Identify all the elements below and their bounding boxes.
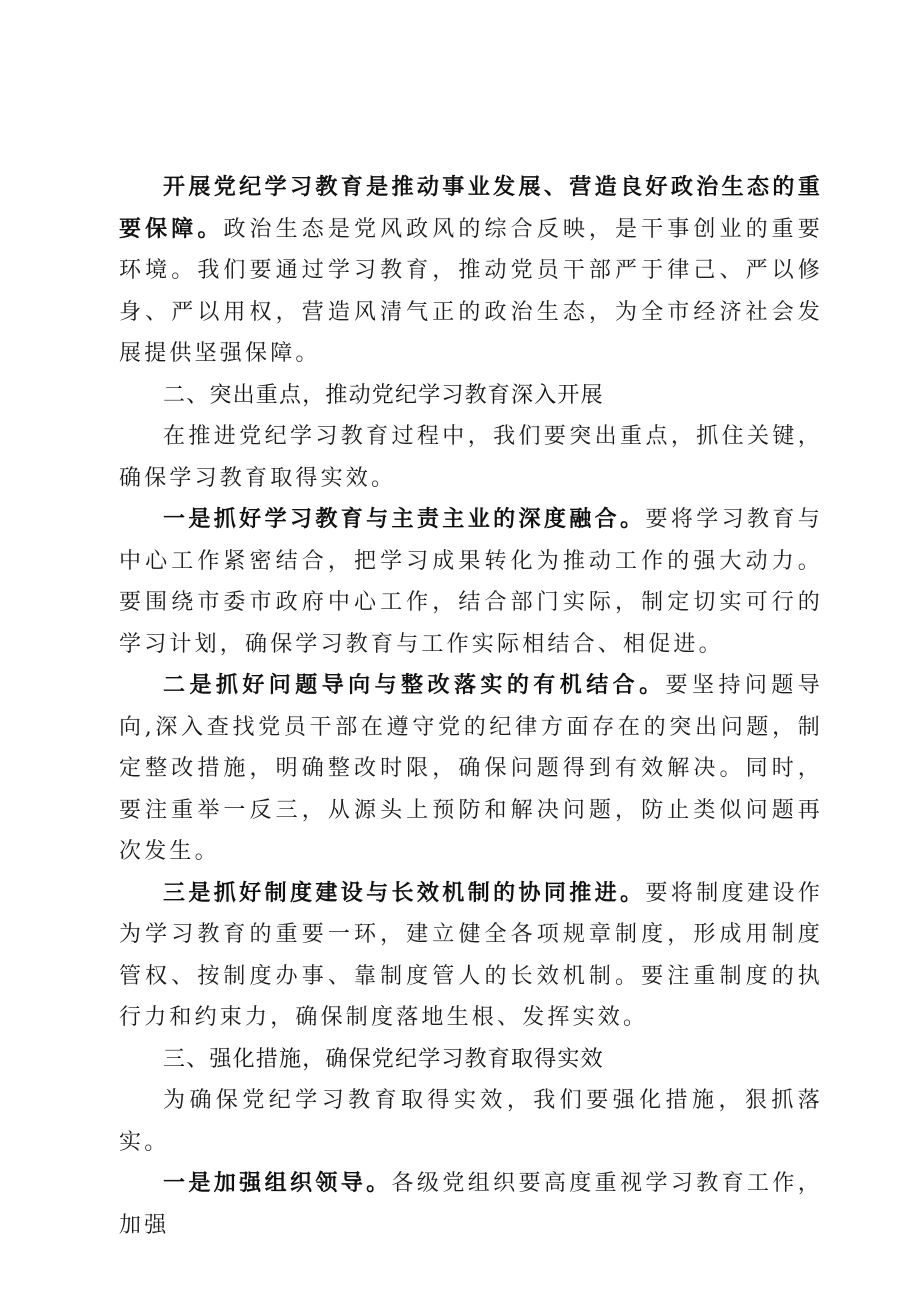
paragraph-lead: 二是抓好问题导向与整改落实的有机结合。 (163, 673, 666, 698)
paragraph-text: 要坚持问题导向,深入查找党员干部在遵守党的纪律方面存在的突出问题，制定整改措施，明确整改时限，确保问题得到有效解决。同时，要注重举一反三，从源头上预防和解决问题，防止类似问题再次发生。 (119, 673, 823, 864)
paragraph-section2-intro: 在推进党纪学习教育过程中，我们要突出重点，抓住关键，确保学习教育取得实效。 (119, 424, 823, 491)
paragraph-political-ecology (119, 167, 823, 375)
paragraph-measure-1 (119, 1163, 823, 1246)
paragraph-point-3 (119, 873, 823, 1039)
paragraph-lead: 一是加强组织领导。 (163, 1171, 392, 1196)
paragraph-lead: 开展党纪学习教育是推动事业发展、营造良好政治生态的重要保障。 (119, 175, 823, 242)
paragraph-text: 各级党组织要高度重视学习教育工作，加强 (119, 1171, 823, 1238)
paragraph-point-2 (119, 665, 823, 873)
paragraph-lead: 一是抓好学习教育与主责主业的深度融合。 (163, 507, 646, 532)
document-body (119, 167, 823, 1246)
section-heading-3: 三、强化措施，确保党纪学习教育取得实效 (163, 1046, 604, 1072)
paragraph-text: 政治生态是党风政风的综合反映，是干事创业的重要环境。我们要通过学习教育，推动党员干部严于律己、严以修身、严以用权，营造风清气正的政治生态，为全市经济社会发展提供坚强保障。 (119, 216, 823, 366)
paragraph-section3-intro: 为确保党纪学习教育取得实效，我们要强化措施，狠抓落实。 (119, 1088, 823, 1155)
paragraph-lead: 三是抓好制度建设与长效机制的协同推进。 (163, 880, 646, 906)
paragraph-text: 要将学习教育与中心工作紧密结合，把学习成果转化为推动工作的强大动力。要围绕市委市政府中心工作，结合部门实际，制定切实可行的学习计划，确保学习教育与工作实际相结合、相促进。 (119, 507, 823, 657)
paragraph-point-1 (119, 499, 823, 665)
paragraph-text: 要将制度建设作为学习教育的重要一环，建立健全各项规章制度，形成用制度管权、按制度办事、靠制度管人的长效机制。要注重制度的执行力和约束力，确保制度落地生根、发挥实效。 (119, 880, 823, 1030)
section-heading-2: 二、突出重点，推动党纪学习教育深入开展 (163, 382, 604, 408)
